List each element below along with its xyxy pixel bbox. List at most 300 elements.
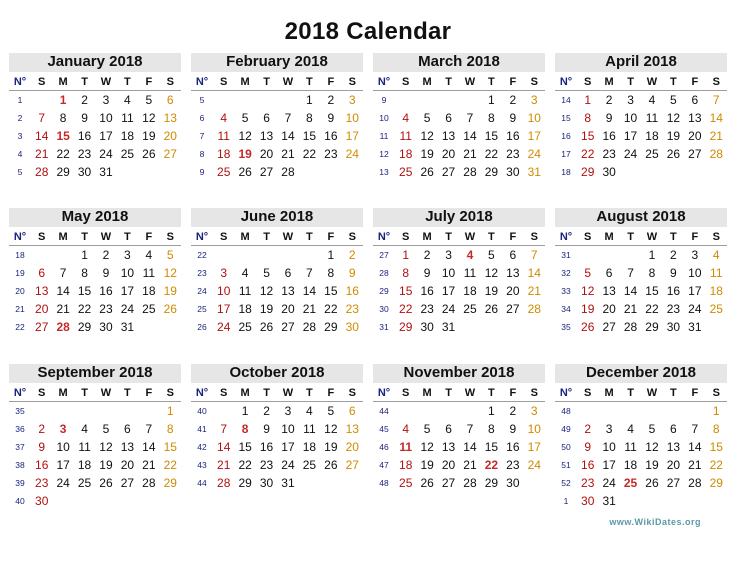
day-cell: 28: [217, 476, 231, 490]
week-row: [9, 282, 181, 300]
day-cell: 8: [241, 422, 249, 436]
weekday-label: T: [74, 384, 95, 402]
day-cell: [598, 246, 619, 265]
day-cell: 9: [263, 422, 270, 436]
day-cell: [577, 246, 598, 265]
day-cell: 28: [56, 320, 70, 334]
weekday-label: T: [256, 384, 277, 402]
weekday-label: S: [342, 73, 363, 91]
day-cell: 18: [142, 284, 156, 298]
day-cell: 21: [688, 458, 702, 472]
day-cell: [641, 492, 662, 510]
day-cell: 11: [303, 422, 316, 436]
day-cell: 12: [645, 440, 659, 454]
day-cell: 5: [584, 266, 592, 280]
weekday-label: W: [641, 384, 662, 402]
weekday-label: S: [395, 228, 416, 246]
day-cell: 22: [484, 458, 499, 472]
day-cell: 3: [445, 248, 452, 262]
day-cell: 16: [666, 284, 681, 298]
weekday-label: T: [117, 384, 138, 402]
day-cell: [395, 402, 416, 421]
week-row: [191, 163, 363, 181]
day-cell: 27: [163, 147, 177, 161]
day-cell: 18: [217, 147, 231, 161]
month-block: [373, 208, 545, 336]
day-cell: 26: [259, 320, 274, 334]
day-cell: 18: [463, 284, 477, 298]
day-cell: 31: [281, 476, 295, 490]
day-cell: 9: [348, 266, 356, 280]
day-cell: [502, 318, 523, 336]
weekday-header-row: [373, 73, 545, 91]
month-title: October 2018: [191, 364, 363, 383]
week-row: [555, 282, 727, 300]
day-cell: 16: [506, 129, 520, 143]
day-cell: 20: [506, 284, 520, 298]
day-cell: 12: [420, 129, 434, 143]
day-cell: 14: [217, 440, 231, 454]
day-cell: 5: [488, 248, 495, 262]
weekday-label: S: [524, 384, 545, 402]
day-cell: 26: [142, 147, 156, 161]
day-cell: 2: [327, 93, 335, 107]
day-cell: 16: [324, 129, 338, 143]
week-row: [555, 91, 727, 110]
day-cell: 6: [348, 404, 356, 418]
day-cell: 19: [666, 129, 681, 143]
day-cell: 1: [712, 404, 720, 418]
day-cell: 10: [623, 111, 638, 125]
week-number: 9: [381, 95, 387, 105]
day-cell: 6: [670, 422, 677, 436]
day-cell: 15: [399, 284, 413, 298]
day-cell: [213, 91, 234, 110]
day-cell: 4: [648, 93, 656, 107]
day-cell: 20: [666, 458, 681, 472]
week-number: 42: [197, 442, 207, 452]
day-cell: 25: [463, 302, 477, 316]
month-title: December 2018: [555, 364, 727, 383]
day-cell: 12: [324, 422, 338, 436]
day-cell: 31: [527, 165, 541, 179]
week-row: [191, 264, 363, 282]
day-cell: 24: [120, 302, 135, 316]
month-title: September 2018: [9, 364, 181, 383]
day-cell: 2: [263, 404, 270, 418]
day-cell: 11: [238, 284, 252, 298]
day-cell: 13: [281, 284, 295, 298]
day-cell: [138, 492, 159, 510]
day-cell: 27: [345, 458, 359, 472]
week-row: [373, 420, 545, 438]
month-title: April 2018: [555, 53, 727, 72]
day-cell: 26: [163, 302, 177, 316]
day-cell: 26: [666, 147, 681, 161]
week-number-header: N°: [191, 384, 213, 402]
day-cell: 19: [142, 129, 156, 143]
day-cell: [299, 246, 320, 265]
day-cell: 16: [259, 440, 274, 454]
day-cell: 8: [648, 266, 656, 280]
weekday-label: M: [52, 228, 73, 246]
day-cell: [213, 402, 234, 421]
week-number: 33: [561, 286, 571, 296]
day-cell: 23: [506, 147, 520, 161]
day-cell: 29: [709, 476, 723, 490]
month-table: [191, 384, 363, 492]
day-cell: 17: [56, 458, 70, 472]
day-cell: 23: [345, 302, 359, 316]
day-cell: 7: [691, 422, 699, 436]
day-cell: 14: [35, 129, 49, 143]
weekday-label: W: [277, 73, 298, 91]
day-cell: 8: [59, 111, 67, 125]
week-row: [373, 456, 545, 474]
day-cell: 10: [56, 440, 70, 454]
day-cell: 20: [345, 440, 359, 454]
day-cell: 19: [420, 458, 434, 472]
month-block: [191, 208, 363, 336]
day-cell: [52, 246, 73, 265]
month-block: [373, 53, 545, 181]
weekday-label: S: [342, 384, 363, 402]
week-number: 1: [17, 95, 23, 105]
day-cell: 4: [241, 266, 249, 280]
day-cell: 12: [581, 284, 595, 298]
week-row: [9, 264, 181, 282]
day-cell: 3: [530, 93, 538, 107]
day-cell: 9: [327, 111, 335, 125]
weekday-label: F: [138, 384, 159, 402]
week-row: [191, 456, 363, 474]
weekday-header-row: [555, 228, 727, 246]
week-row: [191, 300, 363, 318]
day-cell: 20: [163, 129, 177, 143]
day-cell: 8: [584, 111, 592, 125]
day-cell: [706, 492, 727, 510]
day-cell: 29: [163, 476, 177, 490]
weekday-label: M: [234, 73, 255, 91]
day-cell: 17: [602, 458, 616, 472]
week-number: 7: [199, 131, 205, 141]
day-cell: 9: [584, 440, 592, 454]
day-cell: [706, 318, 727, 336]
weekday-label: M: [52, 73, 73, 91]
month-table: [9, 384, 181, 510]
day-cell: 5: [145, 93, 153, 107]
day-cell: 16: [581, 458, 595, 472]
day-cell: 11: [710, 266, 723, 280]
day-cell: 24: [217, 320, 231, 334]
week-number-header: N°: [373, 228, 395, 246]
week-number: 31: [561, 250, 571, 260]
day-cell: 11: [399, 440, 413, 454]
day-cell: 21: [463, 147, 477, 161]
weekday-label: T: [481, 384, 502, 402]
week-number: 36: [15, 424, 25, 434]
day-cell: 2: [584, 422, 592, 436]
day-cell: 15: [484, 129, 499, 143]
day-cell: 22: [709, 458, 723, 472]
month-block: [9, 364, 181, 510]
day-cell: 10: [602, 440, 616, 454]
day-cell: 20: [441, 458, 456, 472]
month-block: [555, 208, 727, 336]
day-cell: 14: [623, 284, 638, 298]
day-cell: 10: [441, 266, 456, 280]
day-cell: 19: [259, 302, 274, 316]
day-cell: 12: [99, 440, 113, 454]
day-cell: [416, 402, 437, 421]
week-number: 11: [379, 131, 389, 141]
day-cell: 21: [709, 129, 723, 143]
day-cell: 21: [56, 302, 70, 316]
day-cell: 30: [259, 476, 274, 490]
day-cell: 20: [259, 147, 274, 161]
day-cell: 1: [81, 248, 88, 262]
weekday-label: M: [416, 228, 437, 246]
day-cell: 21: [463, 458, 477, 472]
day-cell: 28: [463, 165, 477, 179]
week-number: 29: [379, 286, 389, 296]
day-cell: [577, 402, 598, 421]
week-row: [373, 474, 545, 492]
day-cell: 9: [423, 266, 431, 280]
day-cell: 10: [345, 111, 359, 125]
weekday-label: M: [416, 384, 437, 402]
weekday-label: W: [277, 228, 298, 246]
day-cell: 15: [581, 129, 595, 143]
week-number-header: N°: [9, 73, 31, 91]
week-number: 23: [197, 268, 207, 278]
day-cell: 8: [306, 111, 313, 125]
week-row: [9, 145, 181, 163]
week-number: 47: [379, 460, 389, 470]
day-cell: 23: [35, 476, 49, 490]
day-cell: 13: [688, 111, 702, 125]
day-cell: 14: [302, 284, 317, 298]
week-number: 34: [561, 304, 571, 314]
page-title: 2018 Calendar: [284, 18, 452, 45]
weekday-label: S: [577, 384, 598, 402]
weekday-label: M: [234, 228, 255, 246]
weekday-label: S: [395, 384, 416, 402]
day-cell: 15: [77, 284, 92, 298]
day-cell: 2: [509, 93, 517, 107]
day-cell: 7: [306, 266, 313, 280]
day-cell: 9: [81, 111, 88, 125]
week-row: [555, 300, 727, 318]
day-cell: 5: [241, 111, 249, 125]
day-cell: 16: [420, 284, 434, 298]
day-cell: 29: [645, 320, 659, 334]
day-cell: 13: [259, 129, 274, 143]
day-cell: 11: [463, 266, 477, 280]
week-row: [9, 402, 181, 421]
weekday-header-row: [373, 384, 545, 402]
day-cell: 29: [399, 320, 413, 334]
month-title: May 2018: [9, 208, 181, 227]
week-number: 15: [561, 113, 571, 123]
day-cell: 25: [120, 147, 135, 161]
day-cell: 24: [441, 302, 456, 316]
day-cell: 19: [163, 284, 177, 298]
day-cell: 4: [145, 248, 153, 262]
weekday-label: F: [684, 73, 705, 91]
day-cell: [598, 402, 619, 421]
day-cell: 20: [120, 458, 135, 472]
weekday-label: F: [684, 228, 705, 246]
day-cell: 25: [302, 458, 317, 472]
month-title: February 2018: [191, 53, 363, 72]
day-cell: 15: [302, 129, 317, 143]
weekday-label: M: [234, 384, 255, 402]
weekday-label: T: [117, 73, 138, 91]
weekday-label: T: [663, 73, 684, 91]
week-number-header: N°: [555, 384, 577, 402]
day-cell: 28: [142, 476, 156, 490]
day-cell: 25: [399, 476, 413, 490]
week-number: 13: [379, 167, 389, 177]
day-cell: [234, 246, 255, 265]
weekday-label: T: [299, 228, 320, 246]
day-cell: 26: [420, 165, 434, 179]
day-cell: 22: [238, 458, 252, 472]
day-cell: 21: [217, 458, 231, 472]
day-cell: 19: [484, 284, 499, 298]
day-cell: 30: [345, 320, 359, 334]
weekday-label: S: [706, 384, 727, 402]
weekday-label: S: [524, 73, 545, 91]
day-cell: 22: [56, 147, 70, 161]
day-cell: 26: [420, 476, 434, 490]
day-cell: 1: [402, 248, 410, 262]
week-row: [9, 127, 181, 145]
week-number-header: N°: [9, 384, 31, 402]
day-cell: 23: [581, 476, 595, 490]
week-row: [555, 474, 727, 492]
week-row: [9, 91, 181, 110]
week-row: [373, 109, 545, 127]
day-cell: 14: [463, 129, 477, 143]
day-cell: [620, 163, 641, 181]
weekday-label: W: [95, 384, 116, 402]
day-cell: [160, 163, 181, 181]
week-number: 3: [17, 131, 23, 141]
weekday-label: S: [160, 73, 181, 91]
day-cell: 6: [445, 111, 452, 125]
day-cell: 27: [441, 165, 456, 179]
week-row: [191, 127, 363, 145]
day-cell: 25: [623, 476, 638, 490]
weekday-label: T: [620, 384, 641, 402]
week-number: 43: [197, 460, 207, 470]
day-cell: 21: [623, 302, 638, 316]
weekday-header-row: [191, 228, 363, 246]
day-cell: 13: [666, 440, 681, 454]
week-number: 19: [15, 268, 25, 278]
day-cell: 23: [324, 147, 338, 161]
day-cell: 21: [35, 147, 49, 161]
weekday-label: T: [256, 73, 277, 91]
week-row: [191, 438, 363, 456]
weekday-label: T: [438, 73, 459, 91]
day-cell: 4: [402, 111, 410, 125]
day-cell: [138, 318, 159, 336]
week-row: [191, 282, 363, 300]
day-cell: 18: [238, 302, 252, 316]
day-cell: 20: [441, 147, 456, 161]
weekday-label: T: [74, 73, 95, 91]
day-cell: 5: [423, 422, 431, 436]
weekday-header-row: [373, 228, 545, 246]
day-cell: [256, 246, 277, 265]
day-cell: 12: [484, 266, 499, 280]
day-cell: 22: [302, 147, 317, 161]
day-cell: 19: [581, 302, 595, 316]
day-cell: 4: [466, 248, 474, 262]
day-cell: 1: [306, 93, 313, 107]
day-cell: [684, 402, 705, 421]
weekday-label: M: [598, 73, 619, 91]
day-cell: 11: [399, 129, 412, 143]
week-number: 48: [379, 478, 389, 488]
day-cell: 30: [506, 165, 520, 179]
weekday-label: T: [256, 228, 277, 246]
weekday-label: W: [277, 384, 298, 402]
day-cell: 17: [281, 440, 295, 454]
week-number: 18: [15, 250, 25, 260]
weekday-label: W: [641, 228, 662, 246]
day-cell: 1: [584, 93, 592, 107]
week-number: 49: [561, 424, 571, 434]
week-number: 28: [379, 268, 389, 278]
day-cell: [416, 91, 437, 110]
day-cell: 21: [142, 458, 156, 472]
week-row: [9, 492, 181, 510]
month-block: [373, 364, 545, 492]
day-cell: 18: [399, 458, 413, 472]
day-cell: [213, 246, 234, 265]
day-cell: 18: [302, 440, 317, 454]
day-cell: 15: [484, 440, 499, 454]
day-cell: 15: [645, 284, 659, 298]
day-cell: 17: [441, 284, 456, 298]
day-cell: 13: [441, 440, 456, 454]
day-cell: [277, 246, 298, 265]
day-cell: 11: [624, 440, 637, 454]
day-cell: 3: [348, 93, 356, 107]
weekday-label: M: [416, 73, 437, 91]
week-number: 45: [379, 424, 389, 434]
weekday-label: F: [138, 73, 159, 91]
day-cell: 3: [102, 93, 110, 107]
day-cell: 25: [142, 302, 156, 316]
day-cell: 12: [666, 111, 681, 125]
weekday-header-row: [191, 384, 363, 402]
day-cell: 2: [605, 93, 613, 107]
weekday-label: T: [481, 228, 502, 246]
day-cell: 30: [602, 165, 616, 179]
day-cell: 13: [602, 284, 616, 298]
day-cell: [138, 402, 159, 421]
day-cell: 2: [509, 404, 517, 418]
weekday-label: T: [620, 73, 641, 91]
weekday-label: M: [52, 384, 73, 402]
week-number: 5: [199, 95, 205, 105]
day-cell: 13: [345, 422, 359, 436]
